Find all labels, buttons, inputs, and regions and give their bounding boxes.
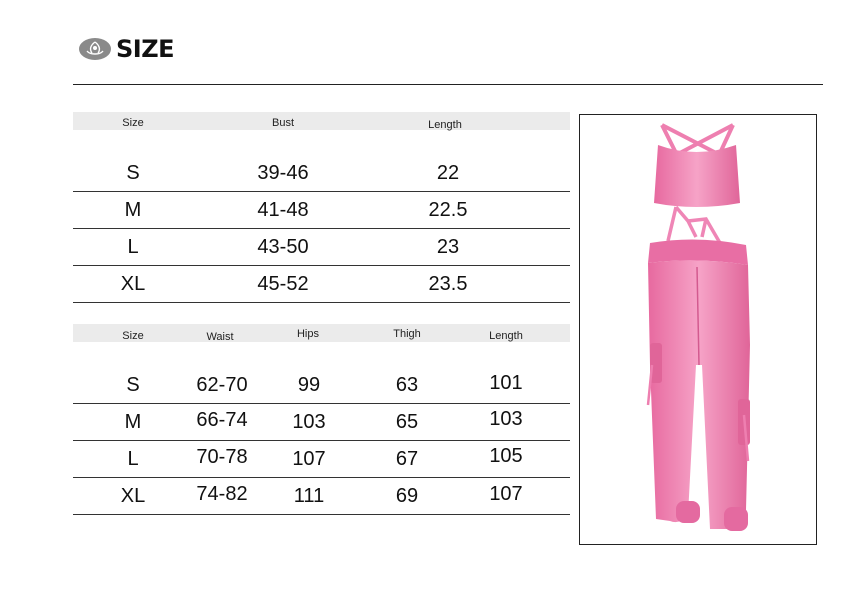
cell-size: XL xyxy=(120,273,146,295)
table-header xyxy=(73,324,570,342)
top-size-table xyxy=(73,112,570,303)
cell-waist: 70-78 xyxy=(196,446,248,468)
header-waist: Waist xyxy=(206,331,234,343)
cell-thigh: 67 xyxy=(395,448,419,470)
table-row xyxy=(73,155,570,192)
cell-size: L xyxy=(127,236,139,258)
cell-bust: 41-48 xyxy=(257,199,309,221)
pants-size-table xyxy=(73,324,570,515)
table-row xyxy=(73,229,570,266)
cell-size: M xyxy=(124,199,142,221)
cell-waist: 74-82 xyxy=(196,483,248,505)
header-bust: Bust xyxy=(271,117,295,129)
page-title: SIZE xyxy=(116,35,175,63)
table-row xyxy=(73,478,570,515)
cell-length: 22.5 xyxy=(428,199,468,221)
cell-thigh: 69 xyxy=(395,485,419,507)
table-row xyxy=(73,404,570,441)
outfit-illustration xyxy=(580,115,816,544)
cell-size: M xyxy=(124,411,142,433)
header-size: Size xyxy=(122,330,144,342)
table-header xyxy=(73,112,570,130)
cell-length: 22 xyxy=(436,162,460,184)
cell-size: S xyxy=(126,162,140,184)
header-hips: Hips xyxy=(296,328,320,340)
header-thigh: Thigh xyxy=(393,328,421,340)
table-row xyxy=(73,192,570,229)
header-length: Length xyxy=(428,119,462,131)
cell-waist: 62-70 xyxy=(196,374,248,396)
cell-length: 101 xyxy=(489,372,523,394)
product-photo xyxy=(579,114,817,545)
cell-hips: 103 xyxy=(292,411,326,433)
cell-length: 23 xyxy=(436,236,460,258)
table-row xyxy=(73,266,570,303)
header-length: Length xyxy=(489,330,523,342)
cell-waist: 66-74 xyxy=(196,409,248,431)
cell-length: 105 xyxy=(489,445,523,467)
cell-length: 103 xyxy=(489,408,523,430)
cell-size: L xyxy=(127,448,139,470)
table-row xyxy=(73,367,570,404)
cell-size: XL xyxy=(120,485,146,507)
cell-length: 23.5 xyxy=(428,273,468,295)
header-divider xyxy=(73,84,823,85)
cell-hips: 107 xyxy=(292,448,326,470)
cell-bust: 43-50 xyxy=(257,236,309,258)
cell-bust: 45-52 xyxy=(257,273,309,295)
cell-length: 107 xyxy=(489,483,523,505)
table-row xyxy=(73,441,570,478)
header-size: Size xyxy=(122,117,144,129)
logo-icon xyxy=(78,37,112,61)
size-header xyxy=(78,34,174,64)
cell-hips: 99 xyxy=(297,374,321,396)
cell-thigh: 63 xyxy=(395,374,419,396)
cell-bust: 39-46 xyxy=(257,162,309,184)
cell-thigh: 65 xyxy=(395,411,419,433)
cell-hips: 111 xyxy=(293,485,325,507)
cell-size: S xyxy=(126,374,140,396)
